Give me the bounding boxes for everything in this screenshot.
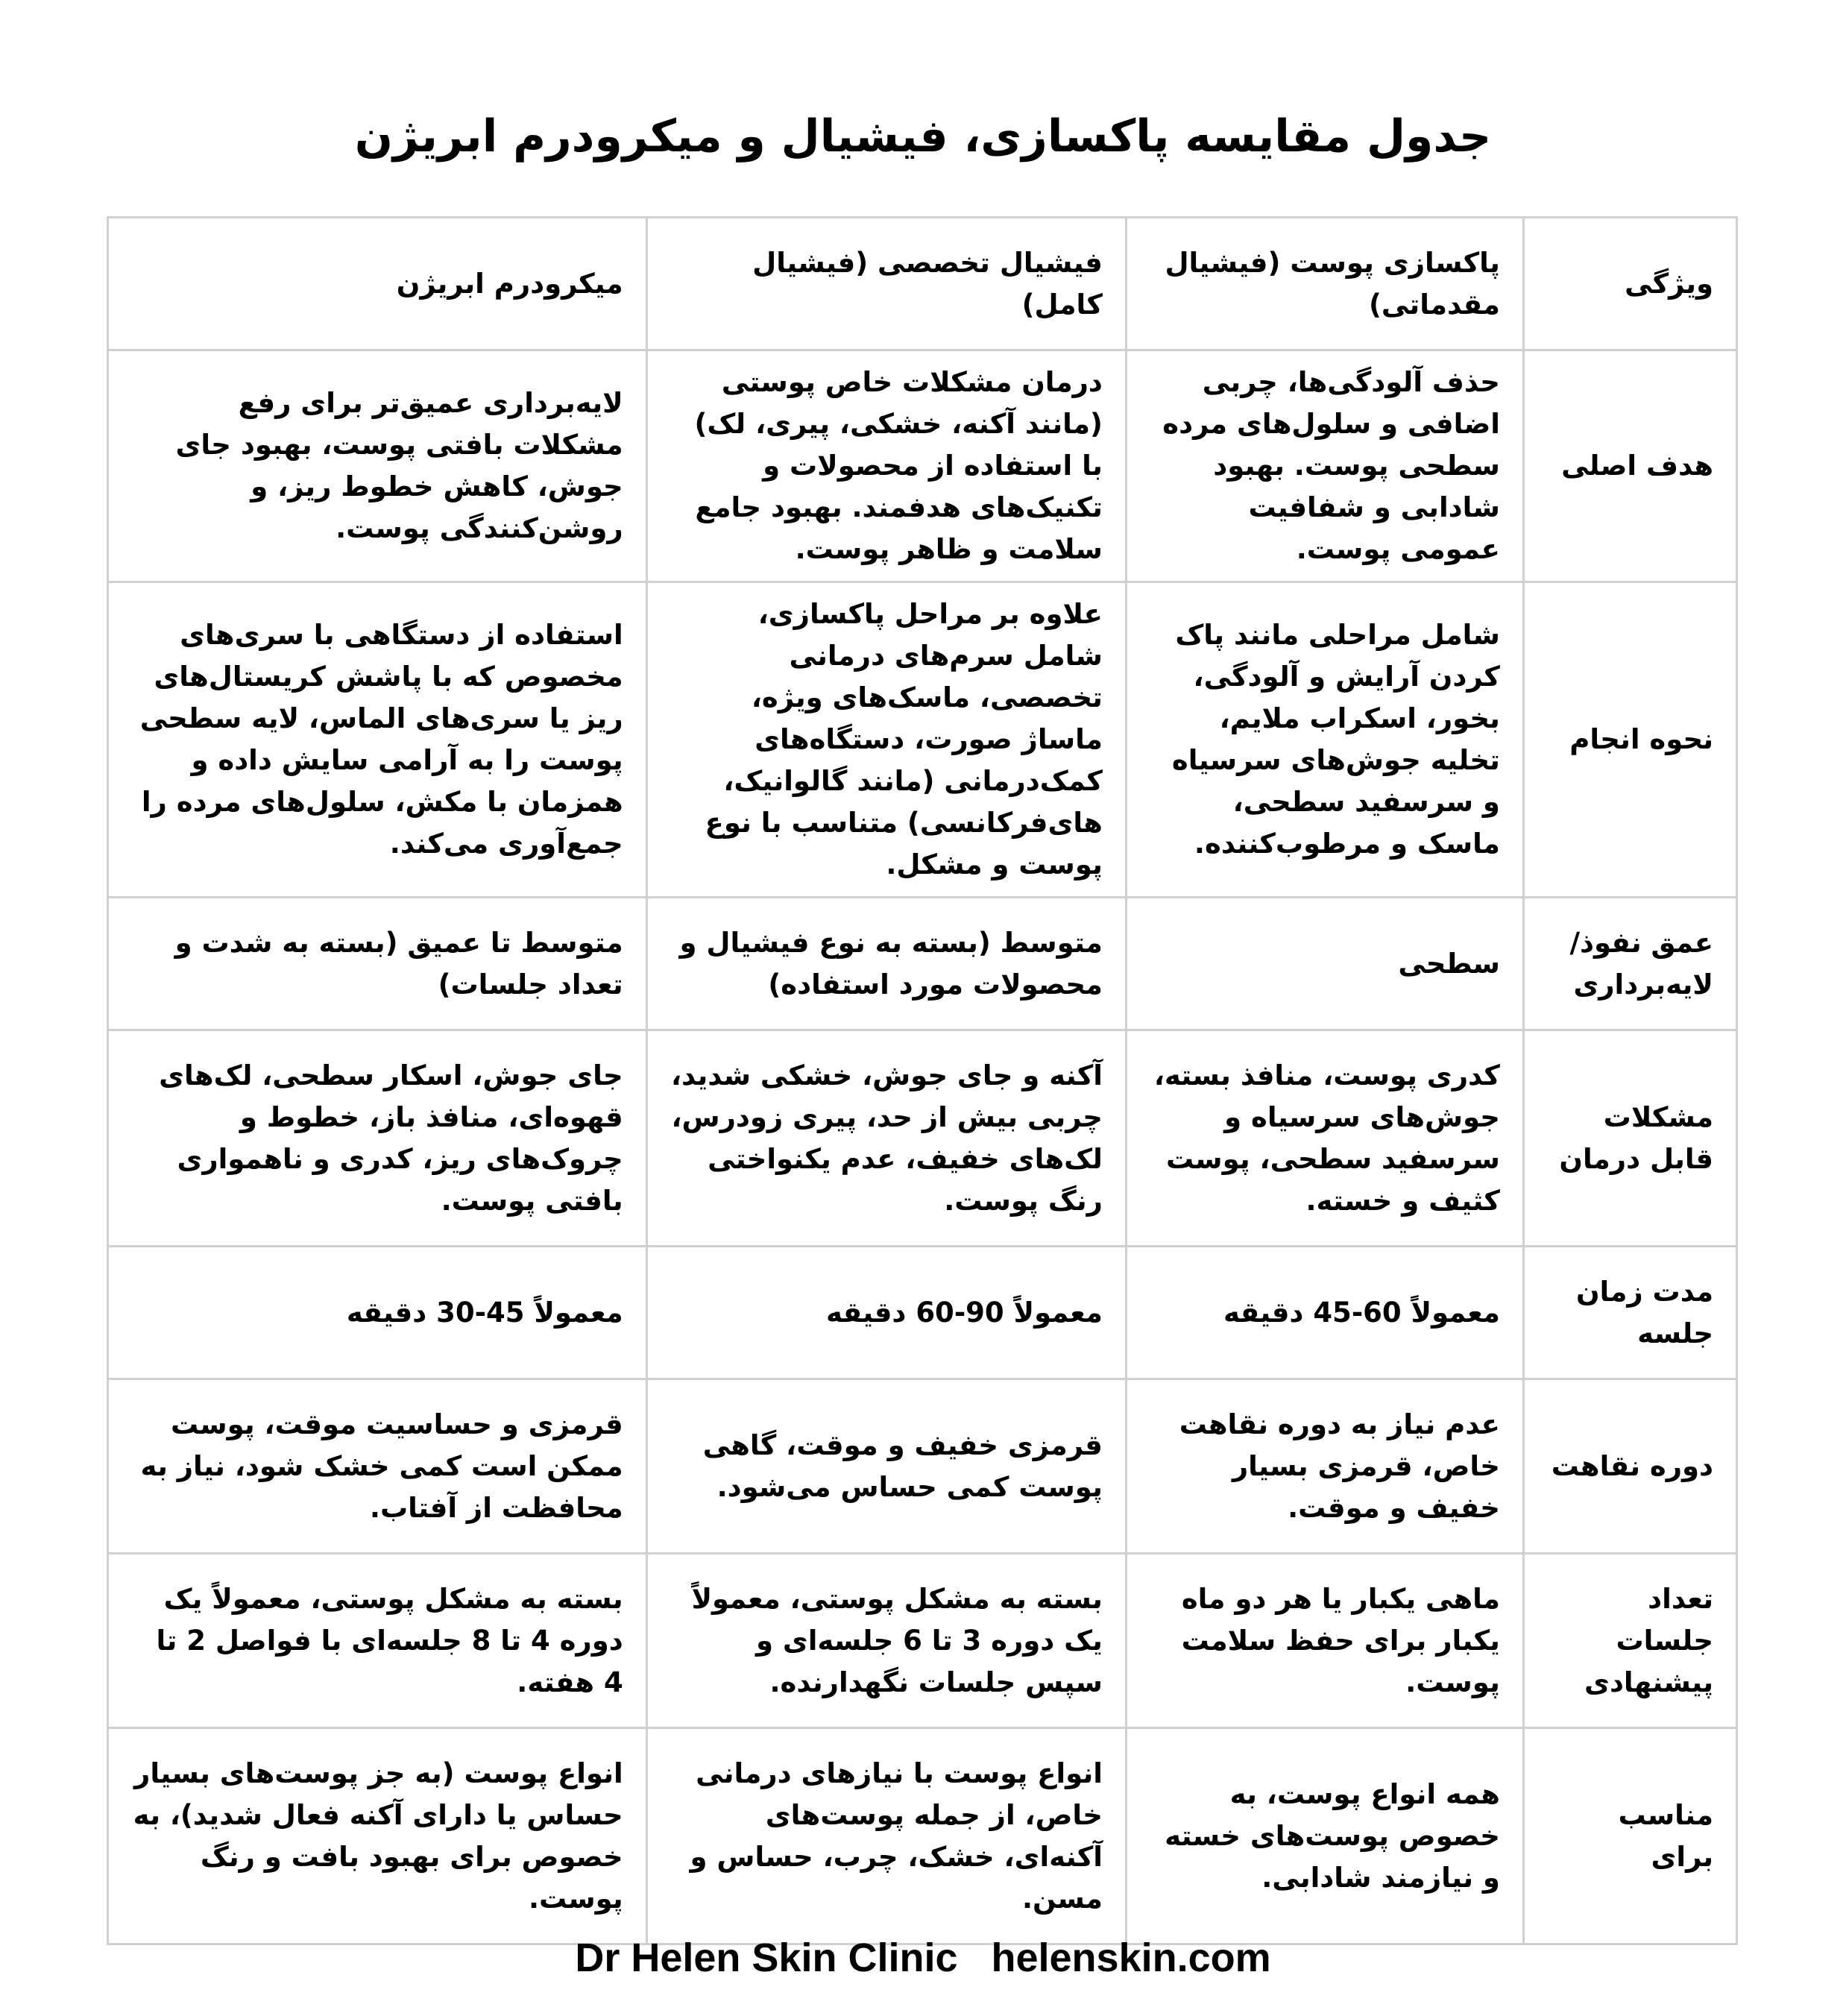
feature-cell: مناسب برای [1523,1728,1736,1944]
table-row [108,582,1737,898]
feature-cell: تعداد جلسات پیشنهادی [1523,1554,1736,1728]
header-microderm: میکرودرم ابریژن [108,218,647,350]
facial-cell: انواع پوست با نیازهای درمانی خاص، از جمله پوست‌های آکنه‌ای، خشک، چرب، حساس و مسن. [646,1728,1126,1944]
microderm-cell: بسته به مشکل پوستی، معمولاً یک دوره 4 تا 8 جلسه‌ای با فواصل 2 تا 4 هفته. [108,1554,647,1728]
facial-cell: درمان مشکلات خاص پوستی (مانند آکنه، خشکی، پیری، لک) با استفاده از محصولات و تکنیک‌های هدفمند. بهبود جامع سلامت و ظاهر پوست. [646,350,1126,582]
header-feature: ویژگی [1523,218,1736,350]
microderm-cell: لایه‌برداری عمیق‌تر برای رفع مشکلات بافتی پوست، بهبود جای جوش، کاهش خطوط ریز، و روشن‌کنندگی پوست. [108,350,647,582]
facial-cell: بسته به مشکل پوستی، معمولاً یک دوره 3 تا 6 جلسه‌ای و سپس جلسات نگهدارنده. [646,1554,1126,1728]
comparison-table [107,216,1738,1945]
microderm-cell: معمولاً 45-30 دقیقه [108,1247,647,1379]
table-row [108,1030,1737,1247]
facial-cell: آکنه و جای جوش، خشکی شدید، چربی بیش از حد، پیری زودرس، لک‌های خفیف، عدم یکنواختی رنگ پوست. [646,1030,1126,1247]
feature-cell: مدت زمان جلسه [1523,1247,1736,1379]
cleansing-cell: معمولاً 60-45 دقیقه [1126,1247,1523,1379]
table-row [108,1728,1737,1944]
feature-cell: دوره نقاهت [1523,1379,1736,1554]
cleansing-cell: ماهی یکبار یا هر دو ماه یکبار برای حفظ سلامت پوست. [1126,1554,1523,1728]
table-row [108,350,1737,582]
cleansing-cell: حذف آلودگی‌ها، چربی اضافی و سلول‌های مرده سطحی پوست. بهبود شادابی و شفافیت عمومی پوست. [1126,350,1523,582]
header-cleansing: پاکسازی پوست (فیشیال مقدماتی) [1126,218,1523,350]
feature-cell: هدف اصلی [1523,350,1736,582]
comparison-table-body [108,218,1737,1944]
table-row [108,898,1737,1030]
cleansing-cell: کدری پوست، منافذ بسته، جوش‌های سرسیاه و سرسفید سطحی، پوست کثیف و خسته. [1126,1030,1523,1247]
facial-cell: متوسط (بسته به نوع فیشیال و محصولات مورد استفاده) [646,898,1126,1030]
clinic-name: Dr Helen Skin Clinic [575,1935,958,1980]
microderm-cell: استفاده از دستگاهی با سری‌های مخصوص که با پاشش کریستال‌های ریز یا سری‌های الماس، لایه سطحی پوست را به آرامی سایش داده و همزمان با مکش، سلول‌های مرده را جمع‌آوری می‌کند. [108,582,647,898]
table-header-row [108,218,1737,350]
footer-branding [0,1930,1846,1986]
clinic-website: helenskin.com [991,1935,1271,1980]
microderm-cell: قرمزی و حساسیت موقت، پوست ممکن است کمی خشک شود، نیاز به محافظت از آفتاب. [108,1379,647,1554]
header-facial: فیشیال تخصصی (فیشیال کامل) [646,218,1126,350]
table-row [108,1247,1737,1379]
table-row [108,1554,1737,1728]
cleansing-cell: شامل مراحلی مانند پاک کردن آرایش و آلودگی، بخور، اسکراب ملایم، تخلیه جوش‌های سرسیاه و سرسفید سطحی، ماسک و مرطوب‌کننده. [1126,582,1523,898]
facial-cell: قرمزی خفیف و موقت، گاهی پوست کمی حساس می‌شود. [646,1379,1126,1554]
facial-cell: معمولاً 90-60 دقیقه [646,1247,1126,1379]
facial-cell: علاوه بر مراحل پاکسازی، شامل سرم‌های درمانی تخصصی، ماسک‌های ویژه، ماساژ صورت، دستگاه‌های کمک‌درمانی (مانند گالوانیک، های‌فرکانسی) متناسب با نوع پوست و مشکل. [646,582,1126,898]
microderm-cell: جای جوش، اسکار سطحی، لک‌های قهوه‌ای، منافذ باز، خطوط و چروک‌های ریز، کدری و ناهمواری بافتی پوست. [108,1030,647,1247]
cleansing-cell: همه انواع پوست، به خصوص پوست‌های خسته و نیازمند شادابی. [1126,1728,1523,1944]
cleansing-cell: عدم نیاز به دوره نقاهت خاص، قرمزی بسیار خفیف و موقت. [1126,1379,1523,1554]
microderm-cell: انواع پوست (به جز پوست‌های بسیار حساس یا دارای آکنه فعال شدید)، به خصوص برای بهبود بافت و رنگ پوست. [108,1728,647,1944]
feature-cell: عمق نفوذ/ لایه‌برداری [1523,898,1736,1030]
microderm-cell: متوسط تا عمیق (بسته به شدت و تعداد جلسات) [108,898,647,1030]
cleansing-cell: سطحی [1126,898,1523,1030]
table-row [108,1379,1737,1554]
feature-cell: مشکلات قابل درمان [1523,1030,1736,1247]
page-title: جدول مقایسه پاکسازی، فیشیال و میکرودرم ابریژن [354,110,1492,163]
feature-cell: نحوه انجام [1523,582,1736,898]
